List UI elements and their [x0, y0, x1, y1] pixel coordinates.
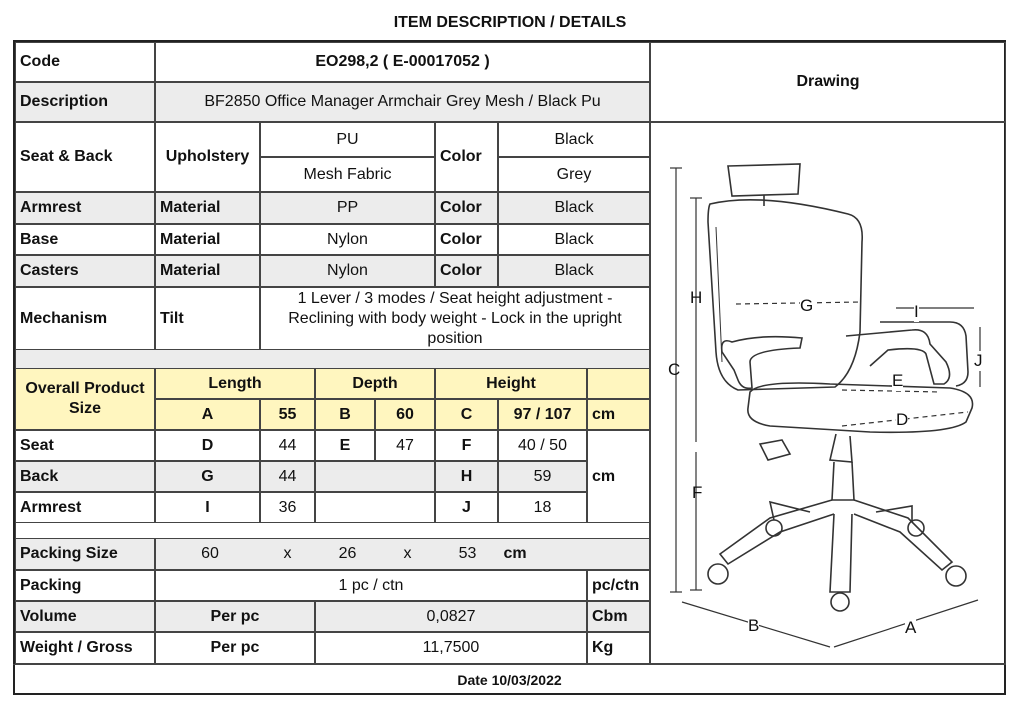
base-color-label: Color	[435, 224, 498, 255]
dim-a-letter: A	[155, 399, 260, 430]
casters-material: Nylon	[260, 255, 435, 287]
packing-label: Packing	[15, 570, 155, 601]
diagram-label-g: G	[800, 296, 814, 315]
document-title: ITEM DESCRIPTION / DETAILS	[393, 14, 627, 31]
dim-e-value: 47	[375, 430, 435, 461]
packing-x-1: x	[283, 545, 292, 562]
armrest-material-label: Material	[155, 192, 260, 224]
packing-width: 26	[338, 545, 357, 562]
dim-j-letter: J	[435, 492, 498, 523]
upholstery-material-1: PU	[260, 122, 435, 157]
length-header: Length	[155, 368, 315, 399]
dim-b-letter: B	[315, 399, 375, 430]
diagram-label-i: I	[914, 302, 919, 321]
code-value: EO298,2 ( E-00017052 )	[155, 42, 650, 82]
weight-per-label: Per pc	[155, 632, 315, 664]
dim-i-value: 36	[260, 492, 315, 523]
drawing-label: Drawing	[650, 42, 1006, 122]
diagram-label-b: B	[748, 616, 760, 635]
backrest	[708, 200, 862, 390]
dim-f-value: 40 / 50	[498, 430, 587, 461]
casters-color-label: Color	[435, 255, 498, 287]
packing-x-2: x	[403, 545, 412, 562]
back-empty-cell	[315, 461, 435, 492]
base-label: Base	[15, 224, 155, 255]
armrest-empty-cell	[315, 492, 435, 523]
diagram-label-f: F	[692, 483, 703, 502]
packing-height: 53	[458, 545, 477, 562]
document-date: Date 10/03/2022	[13, 664, 1006, 695]
spacer-row-2	[15, 523, 650, 538]
diagram-label-a: A	[905, 618, 917, 637]
overall-size-label: Overall Product Size	[15, 368, 155, 430]
dim-c-value: 97 / 107	[498, 399, 587, 430]
dim-d-letter: D	[155, 430, 260, 461]
packing-value: 1 pc / ctn	[155, 570, 587, 601]
upholstery-material-2: Mesh Fabric	[260, 157, 435, 192]
mechanism-column	[760, 434, 854, 500]
back-dims-label: Back	[15, 461, 155, 492]
diagram-label-e: E	[892, 371, 904, 390]
packing-size-label: Packing Size	[15, 538, 155, 570]
dim-e-letter: E	[315, 430, 375, 461]
mechanism-description: 1 Lever / 3 modes / Seat height adjustment - Reclining with body weight - Lock in the upright position	[260, 287, 650, 350]
mechanism-tilt-label: Tilt	[155, 287, 260, 350]
diagram-label-d: D	[896, 410, 909, 429]
overall-unit: cm	[587, 399, 650, 430]
dim-c-letter: C	[435, 399, 498, 430]
dim-g-letter: G	[155, 461, 260, 492]
armrest-material: PP	[260, 192, 435, 224]
armrest-color: Black	[498, 192, 650, 224]
diagram-label-j: J	[974, 351, 983, 370]
packing-size-unit: cm	[503, 545, 527, 562]
dim-d-value: 44	[260, 430, 315, 461]
code-label: Code	[15, 42, 155, 82]
volume-label: Volume	[15, 601, 155, 632]
packing-length: 60	[201, 545, 219, 562]
casters-material-label: Material	[155, 255, 260, 287]
weight-label: Weight / Gross	[15, 632, 155, 664]
armrest-dims-label: Armrest	[15, 492, 155, 523]
casters-color: Black	[498, 255, 650, 287]
seat-back-label: Seat & Back	[15, 122, 155, 192]
dim-h-value: 59	[498, 461, 587, 492]
base-material: Nylon	[260, 224, 435, 255]
height-header: Height	[435, 368, 587, 399]
armrest-label: Armrest	[15, 192, 155, 224]
dim-f-letter: F	[435, 430, 498, 461]
header-empty-cell	[587, 368, 650, 399]
volume-per-label: Per pc	[155, 601, 315, 632]
description-value: BF2850 Office Manager Armchair Grey Mesh / Black Pu	[155, 82, 650, 122]
volume-value: 0,0827	[315, 601, 587, 632]
dim-g-value: 44	[260, 461, 315, 492]
dim-b-value: 60	[375, 399, 435, 430]
weight-value: 11,7500	[315, 632, 587, 664]
chair-dimension-drawing	[650, 122, 1006, 663]
dim-i-letter: I	[155, 492, 260, 523]
weight-unit: Kg	[587, 632, 650, 664]
upholstery-label: Upholstery	[155, 122, 260, 192]
dims-unit: cm	[587, 430, 650, 523]
diagram-label-c: C	[668, 360, 681, 379]
description-label: Description	[15, 82, 155, 122]
volume-unit: Cbm	[587, 601, 650, 632]
dim-a-value: 55	[260, 399, 315, 430]
seat-dims-label: Seat	[15, 430, 155, 461]
depth-header: Depth	[315, 368, 435, 399]
seat-back-color-label: Color	[435, 122, 498, 192]
five-star-base	[708, 500, 966, 611]
packing-unit: pc/ctn	[587, 570, 650, 601]
casters-label: Casters	[15, 255, 155, 287]
mechanism-label: Mechanism	[15, 287, 155, 350]
seat-back-color-1: Black	[498, 122, 650, 157]
armrests	[722, 322, 968, 388]
dim-h-letter: H	[435, 461, 498, 492]
armrest-color-label: Color	[435, 192, 498, 224]
seat-back-color-2: Grey	[498, 157, 650, 192]
dim-j-value: 18	[498, 492, 587, 523]
spacer-row	[15, 350, 650, 368]
base-material-label: Material	[155, 224, 260, 255]
base-color: Black	[498, 224, 650, 255]
diagram-label-h: H	[690, 288, 703, 307]
